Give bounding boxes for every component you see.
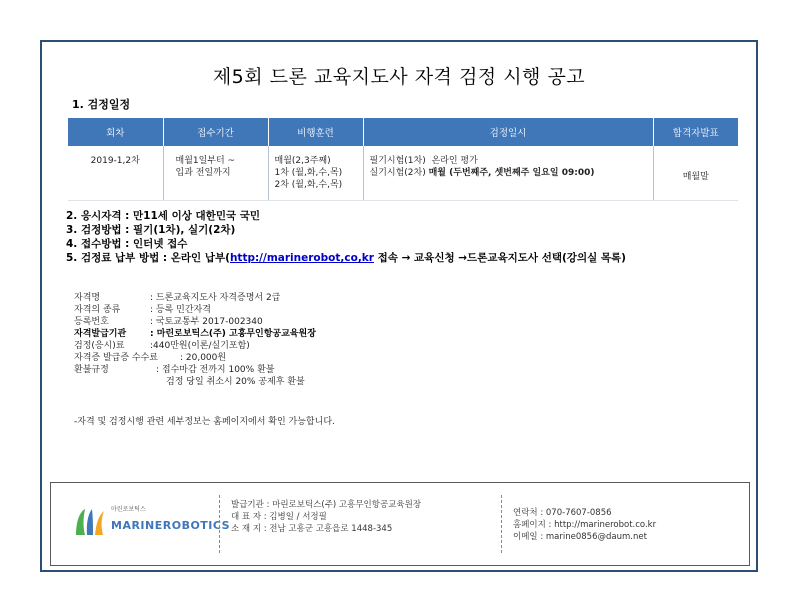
detail-key: 검정(응시)료 xyxy=(74,341,125,351)
detail-key: 자격발급기관 xyxy=(74,329,127,339)
footer-line: 소 재 지 : 전남 고흥군 고흥읍로 1448-345 xyxy=(231,524,393,534)
footer-company-info xyxy=(231,499,421,535)
footer-box xyxy=(50,482,750,566)
notice-frame xyxy=(40,40,758,572)
detail-value: : 마린로보틱스(주) 고흥무인항공교육원장 xyxy=(150,329,316,339)
cell-line: 2차 (월,화,수,목) xyxy=(274,180,343,190)
schedule-table xyxy=(68,118,738,201)
cell-exam xyxy=(363,146,653,201)
detail-value: : 드론교육지도사 자격증명서 2급 xyxy=(150,293,281,303)
info-method: 3. 검정방법 : 필기(1차), 실기(2차) xyxy=(66,224,236,236)
info-payment xyxy=(66,251,626,265)
footer-line: 발급기관 : 마린로보틱스(주) 고흥무인항공교육원장 xyxy=(231,500,422,510)
detail-key: 환불규정 xyxy=(74,365,109,375)
cell-round: 2019-1,2차 xyxy=(68,146,163,201)
footer-line: 대 표 자 : 김병일 / 서정필 xyxy=(231,512,327,522)
detail-value: : 접수마감 전까지 100% 환불 xyxy=(156,365,275,375)
footer-contact-info xyxy=(513,507,656,543)
exam-value: 온라인 평가 xyxy=(431,156,478,166)
section-heading-schedule: 1. 검정일정 xyxy=(72,98,131,111)
footer-divider xyxy=(219,495,220,553)
logo-wordmark: MARINEROBOTICS xyxy=(111,519,231,532)
cell-announce: 매월말 xyxy=(653,146,738,201)
payment-prefix: 5. 검정료 납부 방법 : 온라인 납부( xyxy=(66,252,230,264)
table-header-row xyxy=(68,118,738,146)
footer-phone: 연락처 : 070-7607-0856 xyxy=(513,508,612,518)
exam-label: 필기시험(1차) xyxy=(369,156,426,166)
info-eligibility: 2. 응시자격 : 만11세 이상 대한민국 국민 xyxy=(66,210,261,222)
detail-key: 자격의 종류 xyxy=(74,305,121,315)
footnote: -자격 및 검정시행 관련 세부정보는 홈페이지에서 확인 가능합니다. xyxy=(74,417,335,427)
detail-key: 자격증 발급증 수수료 xyxy=(74,353,158,363)
detail-value: : 20,000원 xyxy=(180,353,227,363)
cell-reception xyxy=(163,146,268,201)
detail-key: 자격명 xyxy=(74,293,101,303)
detail-value: :440만원(이론/실기포함) xyxy=(150,341,250,351)
logo-caption: 마린로보틱스 xyxy=(111,506,146,513)
info-list xyxy=(66,209,626,265)
table-row xyxy=(68,146,738,201)
payment-suffix: 접속 → 교육신청 →드론교육지도사 선택(강의실 목록) xyxy=(373,252,626,264)
cell-line xyxy=(370,167,652,179)
cell-training xyxy=(268,146,363,201)
cell-line: 1차 (월,화,수,목) xyxy=(274,168,343,178)
exam-value: 매월 (두번째주, 셋번째주 일요일 09:00) xyxy=(428,168,595,178)
detail-value: : 등록 민간자격 xyxy=(150,305,211,315)
exam-label: 실기시험(2차) xyxy=(369,168,426,178)
cell-line: 매월1일부터 ~ xyxy=(175,156,236,166)
info-application: 4. 접수방법 : 인터넷 접수 xyxy=(66,238,188,250)
table-header: 비행훈련 xyxy=(268,118,363,146)
cell-line: 매월(2,3주째) xyxy=(274,156,331,166)
footer-homepage[interactable]: 홈페이지 : http://marinerobot.co.kr xyxy=(513,520,657,530)
footer-divider xyxy=(501,495,502,553)
detail-key: 등록번호 xyxy=(74,317,109,327)
table-header: 합격자발표 xyxy=(653,118,738,146)
table-header: 회차 xyxy=(68,118,163,146)
logo-mark-icon xyxy=(73,505,109,539)
company-logo xyxy=(73,501,231,545)
table-header: 접수기간 xyxy=(163,118,268,146)
cell-line: 입과 전일까지 xyxy=(175,168,231,178)
table-header: 검정일시 xyxy=(363,118,653,146)
cell-line xyxy=(370,155,652,167)
detail-value: : 국토교통부 2017-002340 xyxy=(150,317,263,327)
footer-email[interactable]: 이메일 : marine0856@daum.net xyxy=(513,532,647,542)
homepage-link[interactable]: http://marinerobot,co,kr xyxy=(229,252,374,264)
detail-value: 검정 당일 취소시 20% 공제후 환불 xyxy=(166,377,305,387)
page-title: 제5회 드론 교육지도사 자격 검정 시행 공고 xyxy=(212,66,586,88)
